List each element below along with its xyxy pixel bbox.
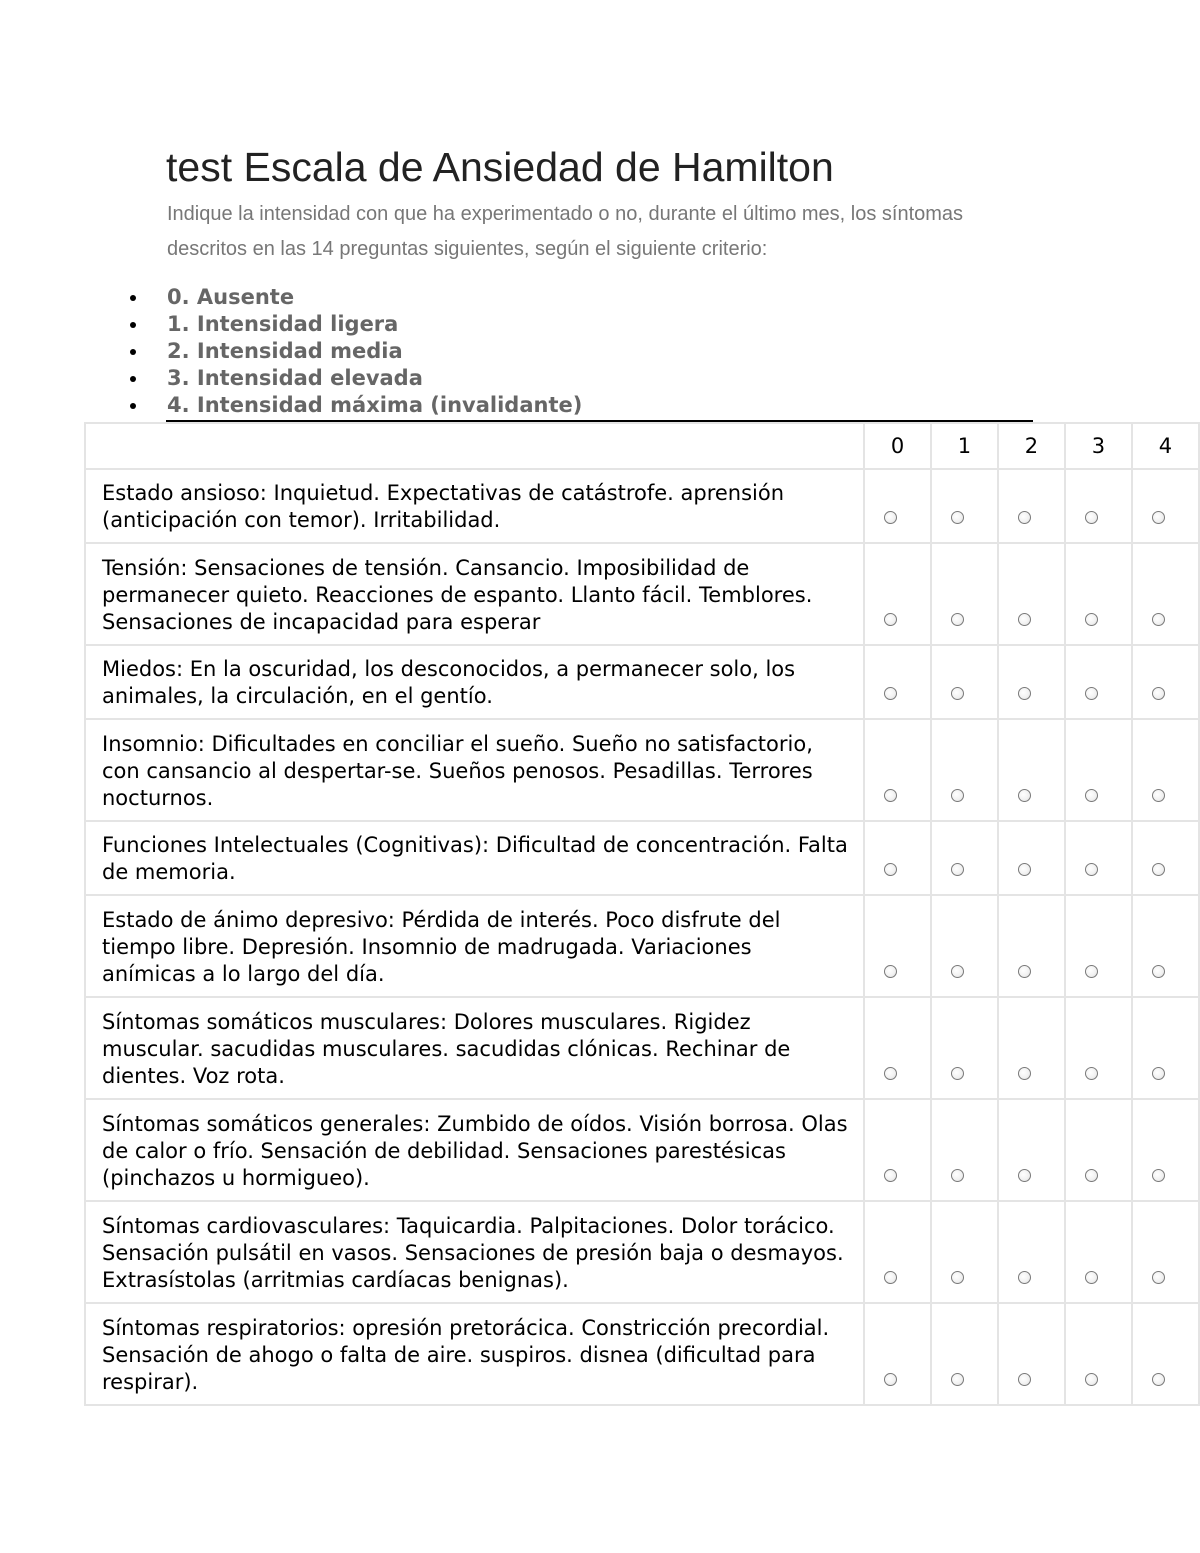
table-row <box>85 469 1199 543</box>
header-empty-cell <box>85 423 864 469</box>
radio-option-2[interactable] <box>1018 965 1031 978</box>
radio-option-4[interactable] <box>1152 1271 1165 1284</box>
radio-option-4[interactable] <box>1152 863 1165 876</box>
table-row <box>85 1099 1199 1201</box>
table-row <box>85 1303 1199 1405</box>
table-row <box>85 821 1199 895</box>
question-text: Tensión: Sensaciones de tensión. Cansancio. Imposibilidad de permanecer quieto. Reacciones de espanto. Llanto fácil. Temblores. Sensaciones de incapacidad para esperar <box>85 543 864 645</box>
radio-option-4[interactable] <box>1152 965 1165 978</box>
radio-option-1[interactable] <box>951 1271 964 1284</box>
radio-option-0[interactable] <box>884 789 897 802</box>
criteria-item: 0. Ausente <box>130 284 582 311</box>
radio-option-1[interactable] <box>951 613 964 626</box>
radio-option-1[interactable] <box>951 789 964 802</box>
criteria-item: 4. Intensidad máxima (invalidante) <box>130 392 582 419</box>
radio-option-1[interactable] <box>951 1373 964 1386</box>
radio-option-3[interactable] <box>1085 1067 1098 1080</box>
radio-option-2[interactable] <box>1018 789 1031 802</box>
radio-option-3[interactable] <box>1085 1271 1098 1284</box>
radio-option-3[interactable] <box>1085 1373 1098 1386</box>
question-text: Funciones Intelectuales (Cognitivas): Dificultad de concentración. Falta de memoria. <box>85 821 864 895</box>
page-title: test Escala de Ansiedad de Hamilton <box>166 144 834 190</box>
radio-option-1[interactable] <box>951 687 964 700</box>
radio-option-3[interactable] <box>1085 687 1098 700</box>
question-text: Síntomas respiratorios: opresión pretorácica. Constricción precordial. Sensación de ahogo o falta de aire. suspiros. disnea (dificultad para respirar). <box>85 1303 864 1405</box>
radio-option-4[interactable] <box>1152 1373 1165 1386</box>
radio-option-2[interactable] <box>1018 1169 1031 1182</box>
table-row <box>85 645 1199 719</box>
column-header-3: 3 <box>1065 423 1132 469</box>
radio-option-0[interactable] <box>884 965 897 978</box>
radio-option-3[interactable] <box>1085 965 1098 978</box>
table-row <box>85 1201 1199 1303</box>
table-row <box>85 719 1199 821</box>
radio-option-0[interactable] <box>884 863 897 876</box>
radio-option-3[interactable] <box>1085 863 1098 876</box>
radio-option-2[interactable] <box>1018 1271 1031 1284</box>
radio-option-0[interactable] <box>884 687 897 700</box>
table-header-row <box>85 423 1199 469</box>
question-text: Estado ansioso: Inquietud. Expectativas de catástrofe. aprensión (anticipación con temor). Irritabilidad. <box>85 469 864 543</box>
criteria-item: 2. Intensidad media <box>130 338 582 365</box>
radio-option-4[interactable] <box>1152 511 1165 524</box>
radio-option-3[interactable] <box>1085 1169 1098 1182</box>
radio-option-4[interactable] <box>1152 1169 1165 1182</box>
radio-option-4[interactable] <box>1152 789 1165 802</box>
radio-option-1[interactable] <box>951 1067 964 1080</box>
radio-option-0[interactable] <box>884 1169 897 1182</box>
radio-option-0[interactable] <box>884 613 897 626</box>
question-text: Estado de ánimo depresivo: Pérdida de interés. Poco disfrute del tiempo libre. Depresión. Insomnio de madrugada. Variaciones anímicas a lo largo del día. <box>85 895 864 997</box>
radio-option-3[interactable] <box>1085 789 1098 802</box>
radio-option-0[interactable] <box>884 1271 897 1284</box>
radio-option-3[interactable] <box>1085 511 1098 524</box>
radio-option-4[interactable] <box>1152 613 1165 626</box>
column-header-2: 2 <box>998 423 1065 469</box>
radio-option-0[interactable] <box>884 511 897 524</box>
table-row <box>85 895 1199 997</box>
radio-option-2[interactable] <box>1018 687 1031 700</box>
question-text: Miedos: En la oscuridad, los desconocidos, a permanecer solo, los animales, la circulación, en el gentío. <box>85 645 864 719</box>
radio-option-2[interactable] <box>1018 1067 1031 1080</box>
radio-option-1[interactable] <box>951 511 964 524</box>
radio-option-2[interactable] <box>1018 511 1031 524</box>
column-header-1: 1 <box>931 423 998 469</box>
radio-option-0[interactable] <box>884 1067 897 1080</box>
radio-option-0[interactable] <box>884 1373 897 1386</box>
column-header-4: 4 <box>1132 423 1199 469</box>
question-text: Síntomas cardiovasculares: Taquicardia. Palpitaciones. Dolor torácico. Sensación pulsátil en vasos. Sensaciones de presión baja o desmayos. Extrasístolas (arritmias cardíacas benignas). <box>85 1201 864 1303</box>
criteria-list <box>130 284 582 419</box>
column-header-0: 0 <box>864 423 931 469</box>
radio-option-2[interactable] <box>1018 1373 1031 1386</box>
radio-option-2[interactable] <box>1018 613 1031 626</box>
question-text: Síntomas somáticos generales: Zumbido de oídos. Visión borrosa. Olas de calor o frío. Sensación de debilidad. Sensaciones parestésicas (pinchazos u hormigueo). <box>85 1099 864 1201</box>
question-text: Síntomas somáticos musculares: Dolores musculares. Rigidez muscular. sacudidas musculares. sacudidas clónicas. Rechinar de dientes. Voz rota. <box>85 997 864 1099</box>
criteria-item: 1. Intensidad ligera <box>130 311 582 338</box>
anxiety-scale-table <box>84 422 1200 1406</box>
radio-option-4[interactable] <box>1152 1067 1165 1080</box>
radio-option-2[interactable] <box>1018 863 1031 876</box>
question-text: Insomnio: Dificultades en conciliar el sueño. Sueño no satisfactorio, con cansancio al despertar-se. Sueños penosos. Pesadillas. Terrores nocturnos. <box>85 719 864 821</box>
table-row <box>85 997 1199 1099</box>
table-row <box>85 543 1199 645</box>
radio-option-1[interactable] <box>951 863 964 876</box>
intro-text: Indique la intensidad con que ha experimentado o no, durante el último mes, los síntomas descritos en las 14 preguntas siguientes, según el siguiente criterio: <box>167 203 964 260</box>
criteria-item: 3. Intensidad elevada <box>130 365 582 392</box>
radio-option-3[interactable] <box>1085 613 1098 626</box>
radio-option-1[interactable] <box>951 965 964 978</box>
radio-option-1[interactable] <box>951 1169 964 1182</box>
radio-option-4[interactable] <box>1152 687 1165 700</box>
